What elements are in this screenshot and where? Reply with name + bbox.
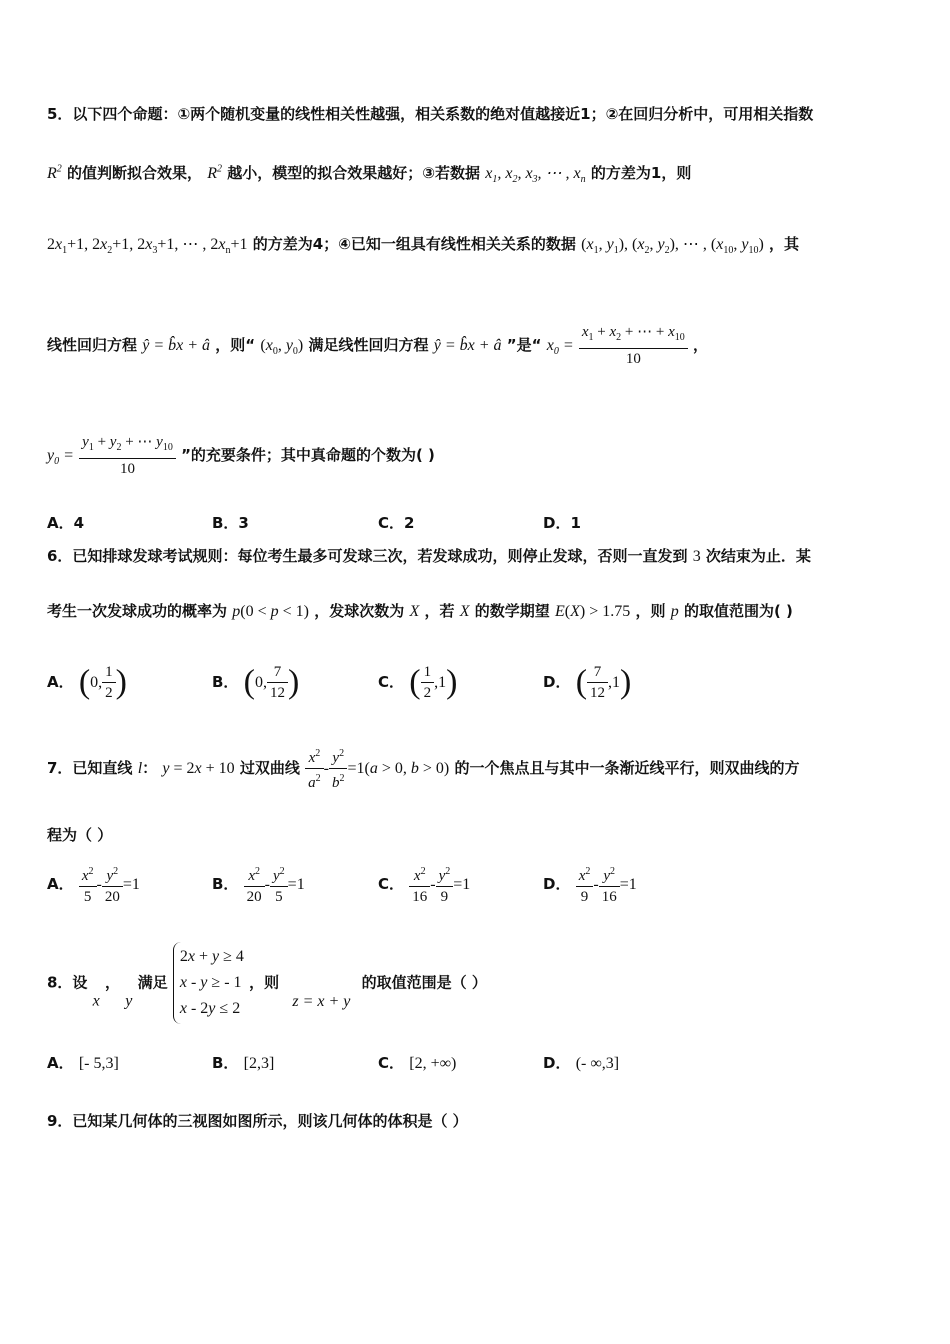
q8-option-a-label: A． [47, 1054, 74, 1072]
q8-option-a[interactable] [47, 1052, 119, 1073]
math-r2-b: $R^2$ [207, 163, 223, 182]
math-val: 0, [90, 674, 103, 691]
q5-option-a[interactable] [47, 512, 84, 533]
math-p-range: p(0 < p < 1) [232, 603, 309, 620]
q7-text-1b: 过双曲线 [239, 759, 300, 777]
q7-option-b[interactable] [212, 862, 305, 907]
q5-option-d-label: D．1 [543, 514, 581, 532]
q6-line-1 [47, 545, 811, 566]
q6-text-2d: 的数学期望 [474, 602, 550, 620]
math-z: z = x + y [292, 992, 351, 1010]
math-x: x [92, 992, 100, 1010]
paren: ) [446, 663, 458, 701]
q5-line-4 [47, 322, 708, 369]
frac: $\frac{y^2}{16}$ [599, 862, 620, 907]
paren: ) [620, 663, 632, 701]
eq: =1 [122, 876, 140, 893]
paren: ( [575, 663, 588, 701]
math-expectation: E(X) > 1.75 [554, 603, 631, 620]
math-data-x: $x_1$, $x_2$, $x_3$, ⋯ , $x_n$ [485, 165, 586, 186]
q8-text-1e: 的取值范围是（ ） [361, 973, 487, 992]
frac: $\frac{y^2}{20}$ [102, 862, 123, 907]
eq: =1 [287, 876, 305, 893]
math-pairs: ($x_1$, $y_1$), ($x_2$, $y_2$), ⋯ , ($x_{10}$, $y_{10}$) [581, 236, 764, 257]
q5-line-3 [47, 233, 799, 256]
q6-text-2a: 考生一次发球成功的概率为 [47, 602, 228, 620]
q7-option-a-label: A． [47, 875, 74, 893]
math-regression-1: ŷ = b̂x + â [142, 337, 211, 354]
q7-option-b-label: B． [212, 875, 239, 893]
q7-option-d-label: D． [543, 875, 571, 893]
q5-text-4c: 满足线性回归方程 [308, 336, 429, 354]
q7-option-d[interactable] [543, 862, 637, 907]
q6-option-d-label: D． [543, 673, 571, 691]
math-val: [2,3] [243, 1055, 275, 1072]
frac: $\frac{x^2}{20}$ [244, 862, 265, 907]
math-3: 3 [692, 548, 701, 565]
q5-option-b[interactable] [212, 512, 249, 533]
q8-option-c-label: C． [378, 1054, 405, 1072]
q6-text-2b: ，发球次数为 [314, 602, 405, 620]
q5-text-4d: ”是“ [506, 336, 542, 354]
q8-text-1d: ，则 [249, 973, 280, 992]
q8-line-1 [47, 942, 487, 1024]
math-X-2: X [459, 603, 470, 620]
q5-line-2 [47, 162, 691, 185]
q5-text-5a: ”的充要条件；其中真命题的个数为( ) [181, 446, 435, 464]
q6-option-b[interactable] [212, 662, 299, 703]
frac: $\frac{y^2}{9}$ [436, 862, 454, 907]
q5-text-4a: 线性回归方程 [47, 336, 138, 354]
math-r2: $R^2$ [47, 163, 62, 182]
q8-text-1c: 满足 [137, 973, 168, 992]
eq: =1 [619, 876, 637, 893]
math-X: X [409, 603, 420, 620]
frac: $\frac{y^2}{5}$ [270, 862, 288, 907]
q7-text-2: 程为（ ） [47, 826, 113, 844]
math-hyperbola-rest: =1(a > 0, b > 0) [347, 760, 450, 777]
q5-text-2a: 的值判断拟合效果， [67, 164, 203, 182]
colon: ： [142, 759, 158, 777]
math-regression-2: ŷ = b̂x + â [433, 337, 502, 354]
q6-option-d[interactable] [543, 662, 631, 703]
paren: ( [78, 663, 91, 701]
frac: $\frac{x^2}{9}$ [576, 862, 594, 907]
q6-text-1b: 次结束为止．某 [705, 547, 811, 565]
math-2x-plus-1: $2x_1+1$, $2x_2+1$, $2x_3+1$, ⋯ , $2x_n+1$ [47, 236, 248, 257]
math-val: [- 5,3] [78, 1055, 119, 1072]
paren: ) [115, 663, 127, 701]
minus: - [430, 876, 436, 893]
minus: - [323, 760, 329, 777]
frac: $\frac{x^2}{16}$ [409, 862, 430, 907]
q5-option-c-label: C．2 [378, 514, 415, 532]
q5-text-3b: ，其 [769, 235, 800, 253]
frac: $\frac{1}{2}$ [421, 662, 435, 703]
q5-option-a-label: A．4 [47, 514, 85, 532]
q6-option-c-label: C． [378, 673, 405, 691]
q6-line-2 [47, 600, 793, 621]
q5-text-3a: 的方差为4；④已知一组具有线性相关关系的数据 [252, 235, 576, 253]
q6-text-2c: ，若 [424, 602, 455, 620]
math-y2-b2: $\frac{y^2}{b^2}$ [329, 744, 348, 793]
q7-option-a[interactable] [47, 862, 140, 907]
math-val: 0, [255, 674, 267, 691]
frac: $\frac{7}{12}$ [267, 662, 288, 703]
q5-option-d[interactable] [543, 512, 581, 533]
q5-text-4b: ，则“ [215, 336, 256, 354]
math-x0-frac: $\frac{x_1 + x_2 + \cdots + x_{10}}{10}$ [579, 322, 688, 369]
math-val: (- ∞,3] [575, 1055, 620, 1072]
math-y: y [125, 992, 133, 1010]
math-x2-a2: $\frac{x^2}{a^2}$ [305, 744, 324, 793]
math-val: ,1 [434, 674, 447, 691]
q6-text-2e: ，则 [635, 602, 666, 620]
math-y0-eq: $y_0$ = [47, 447, 74, 468]
q5-text-2c: 的方差为1，则 [590, 164, 692, 182]
q9-line-1 [47, 1110, 468, 1131]
q5-text-2b: 越小，模型的拟合效果越好；③若数据 [227, 164, 480, 182]
q6-option-a-label: A． [47, 673, 74, 691]
q8-option-c[interactable] [378, 1052, 456, 1073]
q6-text-1: 6．已知排球发球考试规则：每位考生最多可发球三次，若发球成功，则停止发球，否则一直发到 [47, 547, 688, 565]
frac: $\frac{1}{2}$ [102, 662, 116, 703]
math-line-eq: y = 2x + 10 [162, 760, 235, 777]
minus: - [96, 876, 102, 893]
q5-line-1 [47, 103, 813, 124]
q8-option-d[interactable] [543, 1052, 619, 1073]
frac: $\frac{7}{12}$ [587, 662, 608, 703]
q6-option-a[interactable] [47, 662, 127, 703]
q7-text-1c: 的一个焦点且与其中一条渐近线平行，则双曲线的方 [454, 759, 800, 777]
math-val: [2, +∞) [409, 1055, 457, 1072]
math-x0y0: ($x_0$, $y_0$) [260, 337, 304, 358]
q8-option-b[interactable] [212, 1052, 274, 1073]
math-l: l [137, 760, 143, 777]
paren: ( [409, 663, 421, 701]
q7-line-1 [47, 744, 799, 793]
q8-option-b-label: B． [212, 1054, 239, 1072]
q5-text-4e: ， [693, 336, 709, 354]
q5-text-1: 5．以下四个命题：①两个随机变量的线性相关性越强，相关系数的绝对值越接近1；②在回归分析中，可用相关指数 [47, 105, 814, 123]
q5-option-b-label: B．3 [212, 514, 249, 532]
q5-line-5 [47, 432, 435, 479]
q8-text-1a: 8．设 [47, 973, 88, 992]
q7-option-c-label: C． [378, 875, 405, 893]
paren: ) [288, 663, 300, 701]
paren: ( [243, 663, 255, 701]
minus: - [264, 876, 270, 893]
math-p: p [670, 603, 679, 620]
q6-text-2f: 的取值范围为( ) [683, 602, 793, 620]
q7-text-1a: 7．已知直线 [47, 759, 133, 777]
minus: - [593, 876, 599, 893]
q6-option-c[interactable] [378, 662, 457, 703]
q5-option-c[interactable] [378, 512, 414, 533]
math-y0-frac: $\frac{y_1 + y_2 + \cdots y_{10}}{10}$ [79, 432, 176, 479]
q7-option-c[interactable] [378, 862, 470, 907]
q8-option-d-label: D． [543, 1054, 571, 1072]
math-val: ,1 [608, 674, 621, 691]
frac: $\frac{x^2}{5}$ [79, 862, 97, 907]
q6-option-b-label: B． [212, 673, 239, 691]
eq: =1 [453, 876, 471, 893]
q9-text-1: 9．已知某几何体的三视图如图所示，则该几何体的体积是（ ） [47, 1112, 468, 1130]
math-x0-eq: $x_0$ = [546, 337, 574, 358]
math-inequality-system: 2x + y ≥ 4 x - y ≥ - 1 x - 2y ≤ 2 [173, 942, 244, 1024]
q8-text-1b: ， [105, 973, 121, 992]
q7-line-2 [47, 824, 112, 845]
